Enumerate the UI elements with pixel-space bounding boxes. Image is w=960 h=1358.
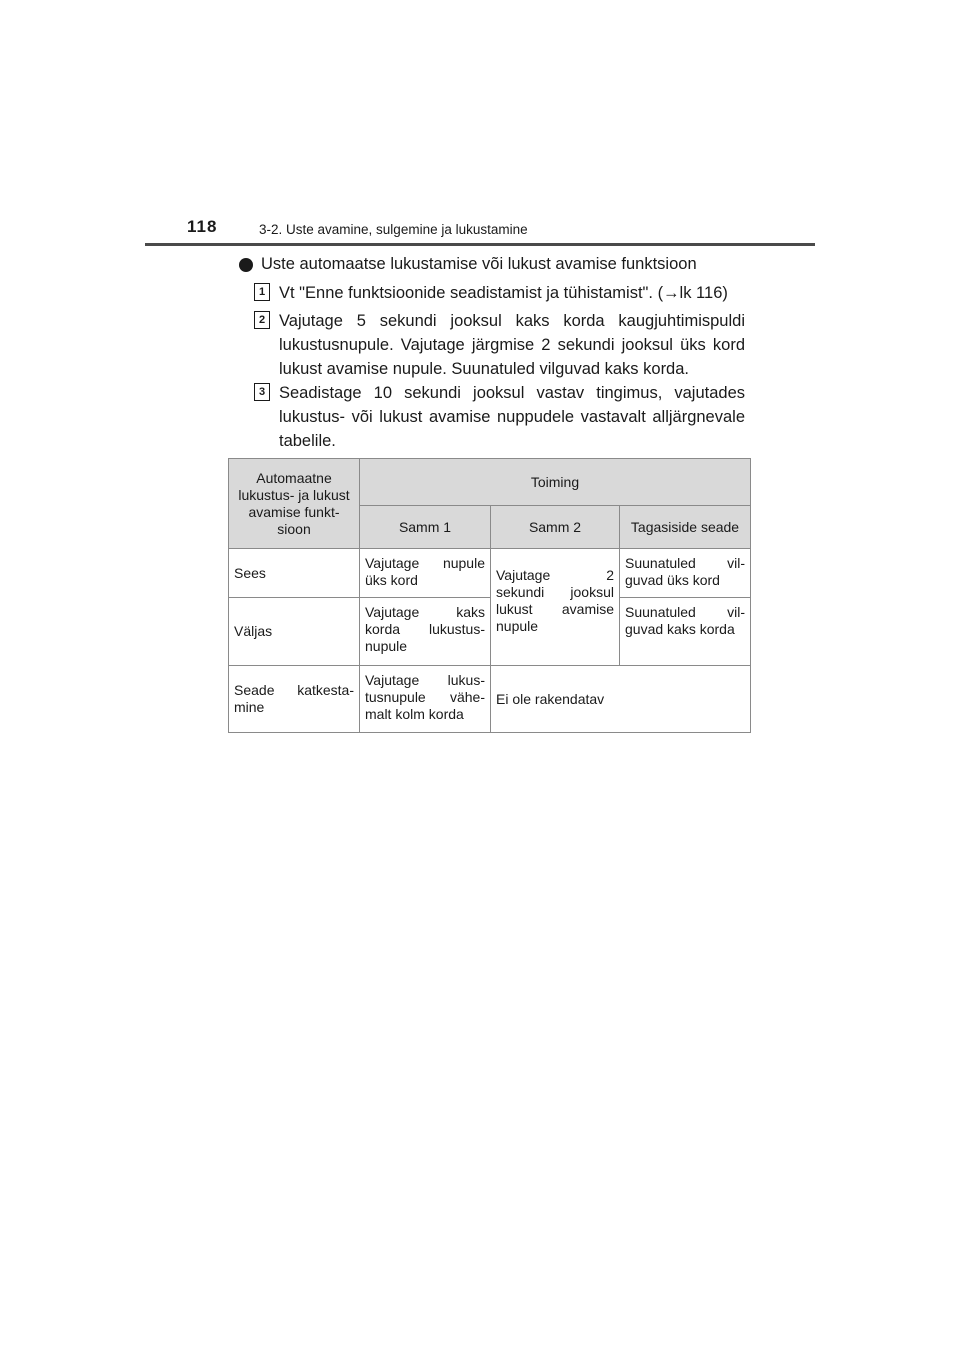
cell-step2-shared: Vajutage 2 sekundi jooksul lukust avamise nupule <box>491 549 620 666</box>
table-row <box>229 598 751 666</box>
step-number-badge: 2 <box>254 311 270 329</box>
cell-function: Sees <box>229 549 360 598</box>
header-function: Automaatne lukustus- ja lukust avamise funkt-sioon <box>229 459 360 549</box>
step-text: Vt "Enne funktsioonide seadistamist ja tühistamist". (→lk 116) <box>279 284 728 302</box>
cell-not-applicable: Ei ole rakendatav <box>491 666 751 733</box>
cell-feedback: Suunatuled vil-guvad kaks korda <box>620 598 751 666</box>
step-1 <box>254 281 745 305</box>
step-3 <box>254 381 745 453</box>
step-number-badge: 1 <box>254 283 270 301</box>
cell-step1: Vajutage nupule üks kord <box>360 549 491 598</box>
step-2 <box>254 309 745 381</box>
cell-function: Väljas <box>229 598 360 666</box>
cell-function: Seade katkesta-mine <box>229 666 360 733</box>
step-text: Seadistage 10 sekundi jooksul vastav tingimus, vajutades lukustus- või lukust avamise nuppudele vastavalt alljärgnevale tabelile. <box>279 384 745 450</box>
step-number-badge: 3 <box>254 383 270 401</box>
page-number: 118 <box>187 217 218 236</box>
cell-step1: Vajutage lukus-tusnupule vähe-malt kolm korda <box>360 666 491 733</box>
header-step2: Samm 2 <box>491 506 620 549</box>
bullet-heading <box>239 255 697 274</box>
settings-table <box>228 458 751 733</box>
header-step1: Samm 1 <box>360 506 491 549</box>
header-action: Toiming <box>360 459 751 506</box>
section-title: 3-2. Uste avamine, sulgemine ja lukustamine <box>259 222 528 237</box>
bullet-heading-text: Uste automaatse lukustamise või lukust avamise funktsioon <box>261 255 697 273</box>
step-text: Vajutage 5 sekundi jooksul kaks korda kaugjuhtimispuldi lukustusnupule. Vajutage järgmise 2 sekundi jooksul üks kord lukust avamise nupule. Suunatuled vilguvad kaks korda. <box>279 312 745 378</box>
cell-step1: Vajutage kaks korda lukustus-nupule <box>360 598 491 666</box>
header-divider <box>145 243 815 246</box>
cell-feedback: Suunatuled vil-guvad üks kord <box>620 549 751 598</box>
table-row <box>229 549 751 598</box>
header-feedback: Tagasiside seade <box>620 506 751 549</box>
table-row <box>229 666 751 733</box>
bullet-icon <box>239 258 253 272</box>
